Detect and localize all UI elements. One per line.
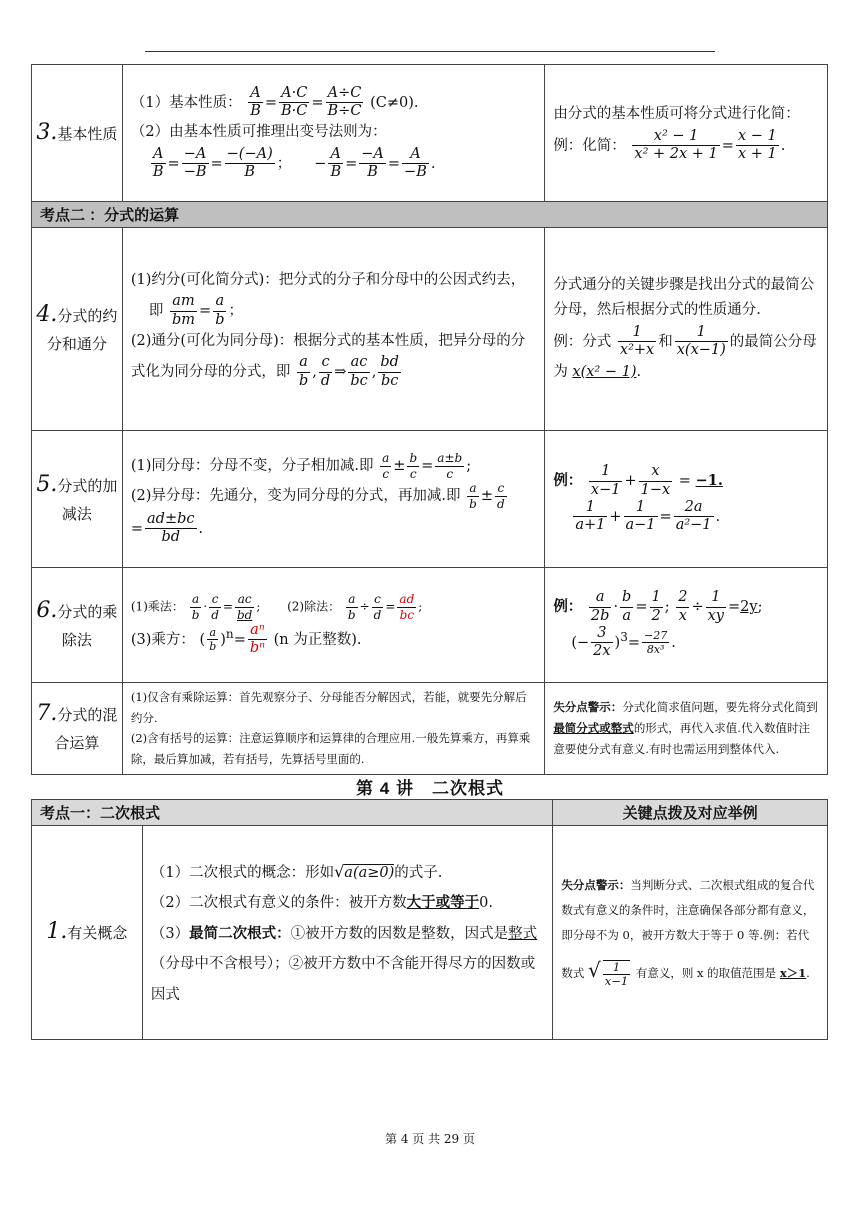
- mixed-warning: 失分点警示：分式化简求值问题，要先将分式化简到最简分式或整式的形式，再代入求值.代入数值时注意要使分式有意义.有时也需运用到整体代入.: [545, 683, 828, 775]
- radical-table: [31, 799, 828, 1040]
- row-reduce-common: [32, 228, 828, 431]
- label-concepts: 1.有关概念: [32, 826, 143, 1040]
- concepts-content: （1）二次根式的概念：形如√a(a≥0)的式子. （2）二次根式有意义的条件：被开方数大于或等于0. （3）最简二次根式：①被开方数的因数是整数，因式是整式（分母中不含根号）；②被开方数中不含能开得尽方的因数或因式: [142, 826, 552, 1040]
- label-add-sub: 5.分式的加减法: [32, 431, 123, 568]
- row-radical-header: [32, 800, 828, 826]
- concepts-warning: 失分点警示：当判断分式、二次根式组成的复合代数式有意义的条件时，注意确保各部分都有意义，即分母不为 0，被开方数大于等于 0 等.例：若代数式 √ $\frac{1}{x-1}$ 有意义，则 x 的取值范围是 x＞1.: [553, 826, 828, 1040]
- key-header: 关键点拨及对应举例: [553, 800, 828, 826]
- row-basic-property: [32, 65, 828, 202]
- label-mul-div: 6.分式的乘除法: [32, 568, 123, 683]
- row-mul-div: [32, 568, 828, 683]
- answer-1: −1.: [695, 472, 723, 490]
- mixed-content: (1)仅含有乘除运算：首先观察分子、分母能否分解因式，若能，就要先分解后约分. (2)含有括号的运算：注意运算顺序和运算律的合理应用.一般先算乘方，再算乘除，最后算加减，若有括号，先算括号里面的.: [122, 683, 544, 775]
- lecture-title: 第 4 讲 二次根式: [356, 779, 504, 798]
- basic-property-example: 由分式的基本性质可将分式进行化简： 例：化简： $\frac{\text{x² − 1}}{\text{x² + 2x + 1}}$ = $\frac{x - 1}{x + 1}$ .: [545, 65, 828, 202]
- kaodian1-title: 考点一：二次根式: [32, 800, 553, 826]
- range-answer: x＞1: [779, 966, 807, 981]
- lcd-answer: x(x² − 1): [572, 363, 637, 380]
- fraction-table: [31, 64, 828, 775]
- header-rule: [145, 51, 715, 52]
- answer-2: 2y: [740, 599, 758, 616]
- row-concepts: [32, 826, 828, 1040]
- add-sub-content: (1)同分母：分母不变，分子相加减.即 $\frac{a}{c}$ ± $\frac{b}{c}$ = $\frac{a\pm b}{c}$ ; (2)异分母：先通分，变为同分母的分式，再加减.即 $\frac{a}{b}$ ± $\frac{c}{d}$ = $\frac{ad\pm bc}{bd}$ .: [122, 431, 544, 568]
- row-add-sub: [32, 431, 828, 568]
- reduce-common-example: 分式通分的关键步骤是找出分式的最简公分母，然后根据分式的性质通分. 例：分式 $\frac{1}{\text{x²+x}}$ 和 $\frac{1}{x(x-1)}$ 的最简公分母为 x(x² − 1).: [545, 228, 828, 431]
- kaodian2-title: 考点二 ：分式的运算: [32, 202, 828, 228]
- row-mixed: [32, 683, 828, 775]
- basic-property-content: （1）基本性质： $\frac{A}{B}$ = $\frac{A\cdot C}{B\cdot C}$ = $\frac{A\div C}{B\div C}$ (C≠0). （2）由基本性质可推理出变号法则为： $\frac{A}{B}$ = $\frac{-A}{-B}$ = $\frac{-(-A)}{B}$ ； − $\frac{A}{B}$ = $\frac{-A}{B}$ = $\frac{A}{-B}$ .: [122, 65, 544, 202]
- row-kaodian2: [32, 202, 828, 228]
- mul-div-example: 例： $\frac{a}{2b}$ · $\frac{b}{a}$ = $\frac{1}{2}$ ; $\frac{2}{x}$ ÷ $\frac{1}{xy}$ =2y; (− $\frac{3}{2x}$ )$^3$= $\frac{-27}{\text{8x³}}$ .: [545, 568, 828, 683]
- mul-div-content: (1)乘法： $\frac{a}{b}$ · $\frac{c}{d}$ = $\frac{ac}{bd}$ ; (2)除法： $\frac{a}{b}$ ÷ $\frac{c}{d}$ = $\frac{ad}{bc}$ ; (3)乘方： ( $\frac{a}{b}$ )$^n$= $\frac{\text{aⁿ}}{\text{bⁿ}}$ (n 为正整数).: [122, 568, 544, 683]
- reduce-common-content: (1)约分(可化简分式)：把分式的分子和分母中的公因式约去， 即 $\frac{am}{bm}$ = $\frac{a}{b}$ ； (2)通分(可化为同分母)：根据分式的基本性质，把异分母的分式化为同分母的分式，即 $\frac{a}{b}$ , $\frac{c}{d}$ ⇒ $\frac{ac}{bc}$ , $\frac{bd}{bc}$: [122, 228, 544, 431]
- label-basic-property: 3.基本性质: [32, 65, 123, 202]
- label-mixed: 7.分式的混合运算: [32, 683, 123, 775]
- label-reduce-common: 4.分式的约分和通分: [32, 228, 123, 431]
- page-footer: 第 4 页 共 29 页: [385, 1132, 475, 1146]
- add-sub-example: 例： $\frac{1}{x-1}$ + $\frac{x}{1-x}$ = −1. $\frac{1}{a+1}$ + $\frac{1}{a-1}$ = $\frac{2a}{\text{a²−1}}$ .: [545, 431, 828, 568]
